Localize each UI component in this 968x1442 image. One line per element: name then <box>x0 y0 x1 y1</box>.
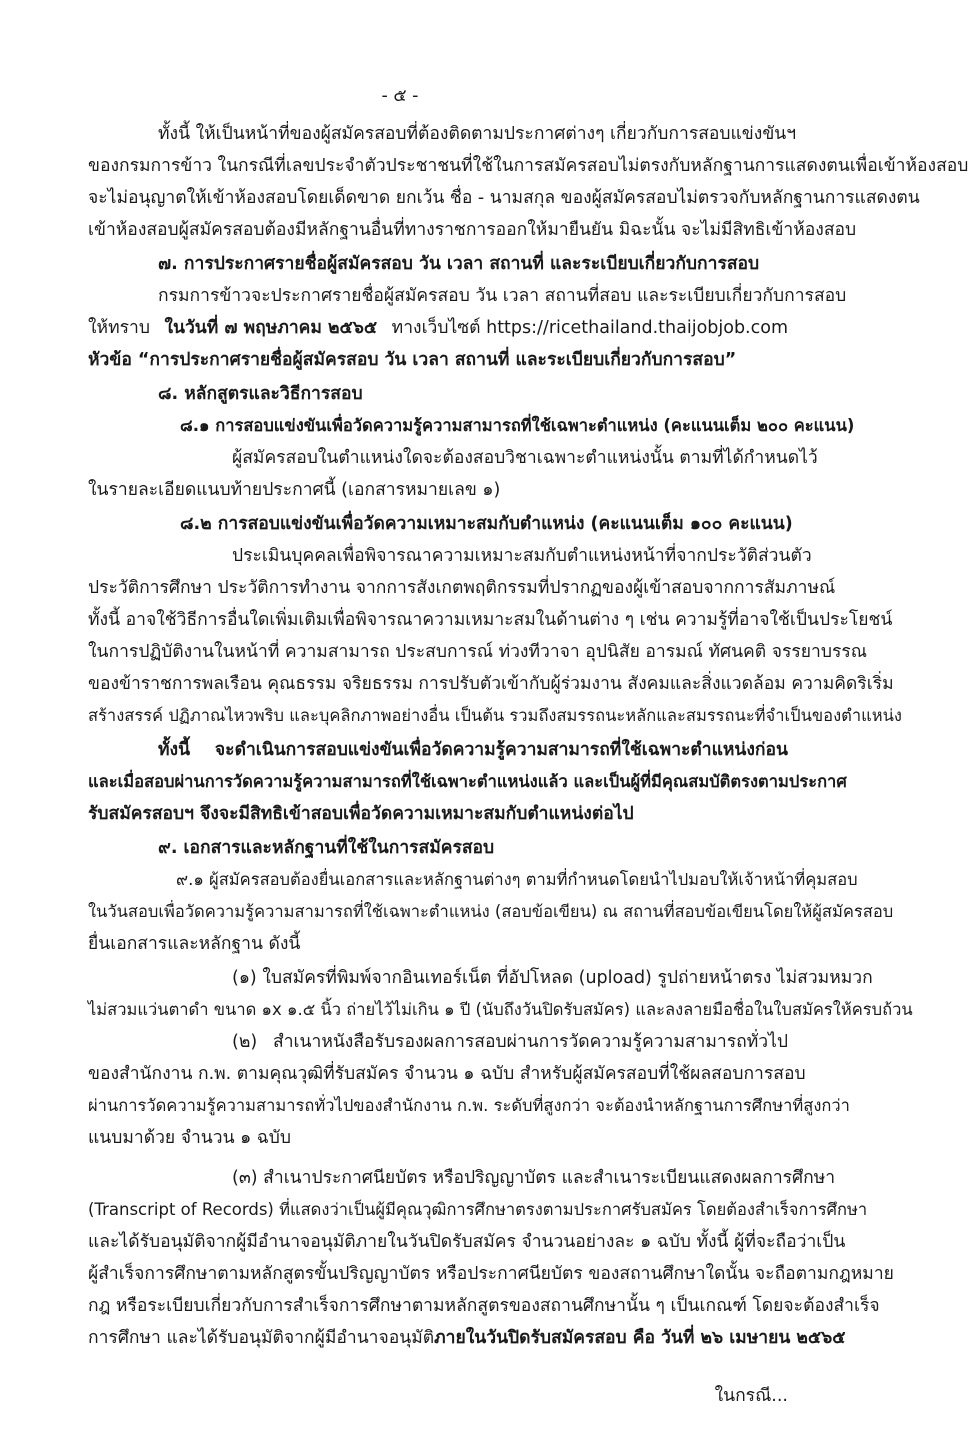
item-3-line-6-a: การศึกษา และได้รับอนุมัติจากผู้มีอำนาจอนุมัติ <box>88 1328 435 1348</box>
item-3-line-1: (๓) สำเนาประกาศนียบัตร หรือปริญญาบัตร และสำเนาระเบียนแสดงผลการศึกษา <box>232 1168 836 1188</box>
section-7-line-1: กรมการข้าวจะประกาศรายชื่อผู้สมัครสอบ วัน เวลา สถานที่สอบ และระเบียบเกี่ยวกับการสอบ <box>158 286 847 306</box>
intro-line-4: เข้าห้องสอบผู้สมัครสอบต้องมีหลักฐานอื่นที่ทางราชการออกให้มายืนยัน มิฉะนั้น จะไม่มีสิทธิเข้าห้องสอบ <box>88 220 857 240</box>
intro-line-1: ทั้งนี้ ให้เป็นหน้าที่ของผู้สมัครสอบที่ต้องติดตามประกาศต่างๆ เกี่ยวกับการสอบแข่งขันฯ <box>158 124 797 144</box>
item-3-line-6 <box>88 1322 846 1354</box>
section-8-2-heading: ๘.๒ การสอบแข่งขันเพื่อวัดความเหมาะสมกับตำแหน่ง (คะแนนเต็ม ๑๐๐ คะแนน) <box>180 514 793 534</box>
intro-line-2: ของกรมการข้าว ในกรณีที่เลขประจำตัวประชาชนที่ใช้ในการสมัครสอบไม่ตรงกับหลักฐานการแสดงตนเพื่อเข้าห้องสอบ <box>88 156 968 176</box>
section-8-2-line-4: ในการปฏิบัติงานในหน้าที่ ความสามารถ ประสบการณ์ ท่วงทีวาจา อุปนิสัย อารมณ์ ทัศนคติ จรรยาบรรณ <box>88 642 867 662</box>
item-3-line-4: ผู้สำเร็จการศึกษาตามหลักสูตรขั้นปริญญาบัตร หรือประกาศนียบัตร ของสถานศึกษาใดนั้น จะถือตามกฎหมาย <box>88 1264 894 1284</box>
section-8-1-heading: ๘.๑ การสอบแข่งขันเพื่อวัดความรู้ความสามารถที่ใช้เฉพาะตำแหน่ง (คะแนนเต็ม ๒๐๐ คะแนน) <box>180 416 855 435</box>
item-2-line-2: ของสำนักงาน ก.พ. ตามคุณวุฒิที่รับสมัคร จำนวน ๑ ฉบับ สำหรับผู้สมัครสอบที่ใช้ผลสอบการสอบ <box>88 1064 806 1084</box>
section-7-date: ในวันที่ ๗ พฤษภาคม ๒๕๖๕ <box>164 318 378 338</box>
section-8-2-line-6: สร้างสรรค์ ปฏิภาณไหวพริบ และบุคลิกภาพอย่างอื่น เป็นต้น รวมถึงสมรรถนะหลักและสมรรถนะที่จำเป็นของตำแหน่ง <box>88 706 902 725</box>
section-9-1-line-3: ยื่นเอกสารและหลักฐาน ดังนี้ <box>88 934 301 954</box>
item-2-line-3: ผ่านการวัดความรู้ความสามารถทั่วไปของสำนักงาน ก.พ. ระดับที่สูงกว่า จะต้องนำหลักฐานการศึกษาที่สูงกว่า <box>88 1096 850 1115</box>
item-2-line-1: (๒) สำเนาหนังสือรับรองผลการสอบผ่านการวัดความรู้ความสามารถทั่วไป <box>232 1032 788 1052</box>
page-number: - ๕ - <box>381 86 419 106</box>
closing-date: ภายในวันปิดรับสมัครสอบ คือ วันที่ ๒๖ เมษายน ๒๕๖๕ <box>434 1328 846 1348</box>
section-8-bold-line-3: รับสมัครสอบฯ จึงจะมีสิทธิเข้าสอบเพื่อวัดความเหมาะสมกับตำแหน่งต่อไป <box>88 804 634 824</box>
section-7-website: ทางเว็บไซต์ https://ricethailand.thaijobjob.com <box>391 318 788 338</box>
item-1-line-2: ไม่สวมแว่นตาดำ ขนาด ๑x ๑.๕ นิ้ว ถ่ายไว้ไม่เกิน ๑ ปี (นับถึงวันปิดรับสมัคร) และลงลายมือชื่อในใบสมัครให้ครบถ้วน <box>88 1000 913 1019</box>
section-7-heading: ๗. การประกาศรายชื่อผู้สมัครสอบ วัน เวลา สถานที่ และระเบียบเกี่ยวกับการสอบ <box>158 254 760 274</box>
section-8-1-line-2: ในรายละเอียดแนบท้ายประกาศนี้ (เอกสารหมายเลข ๑) <box>88 480 501 500</box>
item-1-line-1: (๑) ใบสมัครที่พิมพ์จากอินเทอร์เน็ต ที่อัปโหลด (upload) รูปถ่ายหน้าตรง ไม่สวมหมวก <box>232 968 873 988</box>
item-3-line-3: และได้รับอนุมัติจากผู้มีอำนาจอนุมัติภายในวันปิดรับสมัคร จำนวนอย่างละ ๑ ฉบับ ทั้งนี้ ผู้ที่จะถือว่าเป็น <box>88 1232 846 1252</box>
section-7-line-2-a: ให้ทราบ <box>88 318 150 338</box>
section-8-1-line-1: ผู้สมัครสอบในตำแหน่งใดจะต้องสอบวิชาเฉพาะตำแหน่งนั้น ตามที่ได้กำหนดไว้ <box>232 448 818 468</box>
intro-line-3: จะไม่อนุญาตให้เข้าห้องสอบโดยเด็ดขาด ยกเว้น ชื่อ - นามสกุล ของผู้สมัครสอบไม่ตรวจกับหลักฐานการแสดงตน <box>88 188 920 208</box>
section-8-bold-line-1: ทั้งนี้ จะดำเนินการสอบแข่งขันเพื่อวัดความรู้ความสามารถที่ใช้เฉพาะตำแหน่งก่อน <box>158 740 788 760</box>
section-7-line-2 <box>88 312 788 344</box>
section-9-1-line-2: ในวันสอบเพื่อวัดความรู้ความสามารถที่ใช้เฉพาะตำแหน่ง (สอบข้อเขียน) ณ สถานที่สอบข้อเขียนโดยให้ผู้สมัครสอบ <box>88 902 894 921</box>
item-3-line-5: กฎ หรือระเบียบเกี่ยวกับการสำเร็จการศึกษาตามหลักสูตรของสถานศึกษานั้น ๆ เป็นเกณฑ์ โดยจะต้องสำเร็จ <box>88 1296 880 1316</box>
section-7-line-3: หัวข้อ “การประกาศรายชื่อผู้สมัครสอบ วัน เวลา สถานที่ และระเบียบเกี่ยวกับการสอบ” <box>88 350 737 370</box>
section-8-2-line-1: ประเมินบุคคลเพื่อพิจารณาความเหมาะสมกับตำแหน่งหน้าที่จากประวัติส่วนตัว <box>232 546 812 566</box>
continuation-note: ในกรณี... <box>714 1386 788 1406</box>
section-8-bold-line-2: และเมื่อสอบผ่านการวัดความรู้ความสามารถที่ใช้เฉพาะตำแหน่งแล้ว และเป็นผู้ที่มีคุณสมบัติตรงตามประกาศ <box>88 772 847 791</box>
section-8-2-line-3: ทั้งนี้ อาจใช้วิธีการอื่นใดเพิ่มเติมเพื่อพิจารณาความเหมาะสมในด้านต่าง ๆ เช่น ความรู้ที่อาจใช้เป็นประโยชน์ <box>88 610 893 630</box>
item-3-line-2: (Transcript of Records) ที่แสดงว่าเป็นผู้มีคุณวุฒิการศึกษาตรงตามประกาศรับสมัคร โดยต้องสำเร็จการศึกษา <box>88 1200 868 1219</box>
section-8-2-line-5: ของข้าราชการพลเรือน คุณธรรม จริยธรรม การปรับตัวเข้ากับผู้ร่วมงาน สังคมและสิ่งแวดล้อม ความคิดริเริ่ม <box>88 674 894 694</box>
section-8-heading: ๘. หลักสูตรและวิธีการสอบ <box>158 384 363 404</box>
section-9-1-line-1: ๙.๑ ผู้สมัครสอบต้องยื่นเอกสารและหลักฐานต่างๆ ตามที่กำหนดโดยนำไปมอบให้เจ้าหน้าที่คุมสอบ <box>176 870 858 889</box>
item-2-line-4: แนบมาด้วย จำนวน ๑ ฉบับ <box>88 1128 291 1148</box>
section-9-heading: ๙. เอกสารและหลักฐานที่ใช้ในการสมัครสอบ <box>158 838 495 858</box>
section-8-2-line-2: ประวัติการศึกษา ประวัติการทำงาน จากการสังเกตพฤติกรรมที่ปรากฏของผู้เข้าสอบจากการสัมภาษณ์ <box>88 578 836 598</box>
